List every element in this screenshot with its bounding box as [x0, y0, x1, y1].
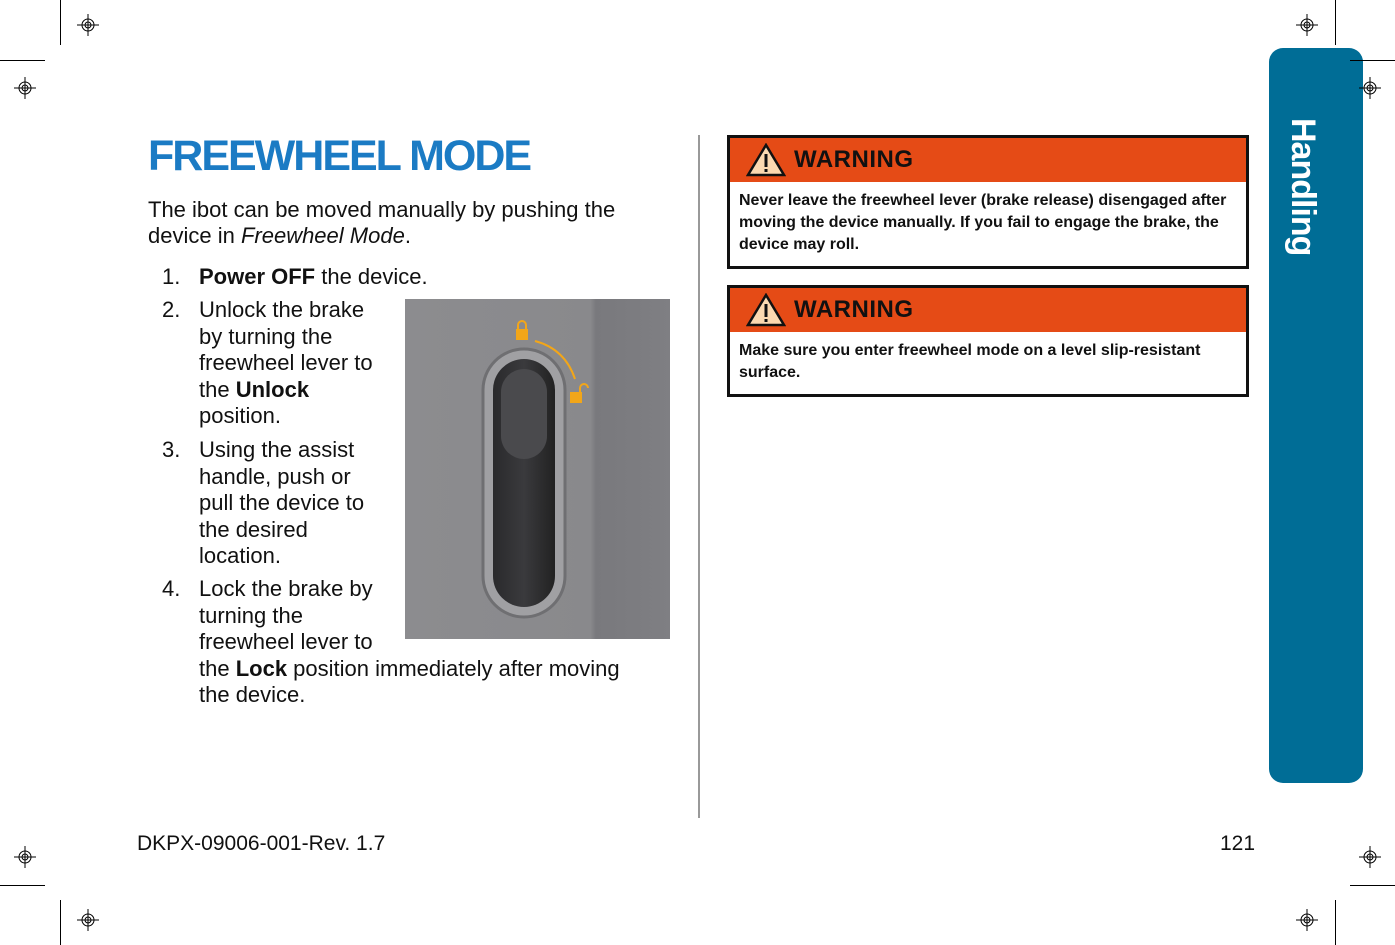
- step-line: position.: [199, 403, 281, 428]
- lock-icon: [516, 321, 528, 340]
- intro-end: .: [404, 223, 411, 248]
- page-number: 121: [1220, 832, 1256, 855]
- registration-mark-icon: [1359, 846, 1381, 868]
- step-line: Using the assist: [199, 437, 355, 462]
- step-bold: Unlock: [235, 376, 310, 402]
- registration-mark-icon: [77, 14, 99, 36]
- step-text: the: [199, 376, 236, 402]
- step-1: [199, 264, 428, 291]
- step-2: [199, 297, 373, 430]
- registration-mark-icon: [1296, 14, 1318, 36]
- step-line: freewheel lever to: [199, 350, 373, 375]
- step-line: Lock the brake by: [199, 576, 373, 601]
- crop-mark: [1350, 60, 1395, 61]
- section-tab-label: Handling: [1284, 118, 1322, 256]
- warning-triangle-icon: [746, 293, 786, 327]
- registration-mark-icon: [1359, 77, 1381, 99]
- step-bold: Power OFF: [199, 264, 316, 289]
- crop-mark: [0, 60, 45, 61]
- warning-text: Never leave the freewheel lever (brake release) disengaged after moving the device manually. If you fail to engage the brake, the device may roll.: [739, 192, 1227, 253]
- crop-mark: [1350, 885, 1395, 886]
- warning-box: [727, 285, 1249, 397]
- registration-mark-icon: [14, 77, 36, 99]
- unlock-icon: [570, 384, 588, 403]
- step-number: 1.: [162, 264, 181, 289]
- registration-mark-icon: [14, 846, 36, 868]
- intro-text: The ibot can be moved manually by pushing the device in: [148, 197, 616, 248]
- warning-label: WARNING: [794, 146, 914, 173]
- registration-mark-icon: [77, 909, 99, 931]
- document-id: DKPX-09006-001-Rev. 1.7: [137, 832, 386, 855]
- step-line: [199, 377, 373, 404]
- step-number: 4.: [162, 576, 181, 601]
- step-3: [199, 437, 364, 570]
- freewheel-lever-photo: [405, 299, 670, 639]
- step-number: 2.: [162, 297, 181, 322]
- warning-label: WARNING: [794, 296, 914, 323]
- step-number: 3.: [162, 437, 181, 462]
- crop-mark: [60, 0, 61, 45]
- warning-text: Make sure you enter freewheel mode on a level slip-resistant surface.: [739, 342, 1201, 381]
- step-text: position immediately after moving: [287, 655, 620, 681]
- step-line: [199, 656, 679, 683]
- crop-mark: [1335, 0, 1336, 45]
- warning-triangle-icon: [746, 143, 786, 177]
- step-line: by turning the: [199, 323, 333, 349]
- column-divider: [698, 135, 700, 818]
- intro-paragraph: [148, 197, 678, 249]
- step-line: pull the device to: [199, 490, 365, 515]
- crop-mark: [0, 885, 45, 886]
- step-line: the desired: [199, 516, 308, 542]
- warning-header: [730, 288, 1246, 332]
- step-line: location.: [199, 543, 281, 568]
- registration-mark-icon: [1296, 909, 1318, 931]
- page-title: FREEWHEEL MODE: [148, 132, 531, 180]
- crop-mark: [60, 900, 61, 945]
- warning-box: [727, 135, 1249, 269]
- step-text: the: [199, 655, 236, 681]
- step-line: turning the: [199, 602, 303, 628]
- step-bold: Lock: [235, 655, 288, 681]
- warning-header: [730, 138, 1246, 182]
- step-line: freewheel lever to: [199, 629, 373, 654]
- step-text: the device.: [315, 264, 428, 289]
- step-line: Unlock the brake: [199, 297, 365, 322]
- intro-emphasis: Freewheel Mode: [240, 223, 405, 248]
- crop-mark: [1335, 900, 1336, 945]
- step-line: handle, push or: [199, 463, 351, 489]
- step-line: the device.: [199, 682, 306, 707]
